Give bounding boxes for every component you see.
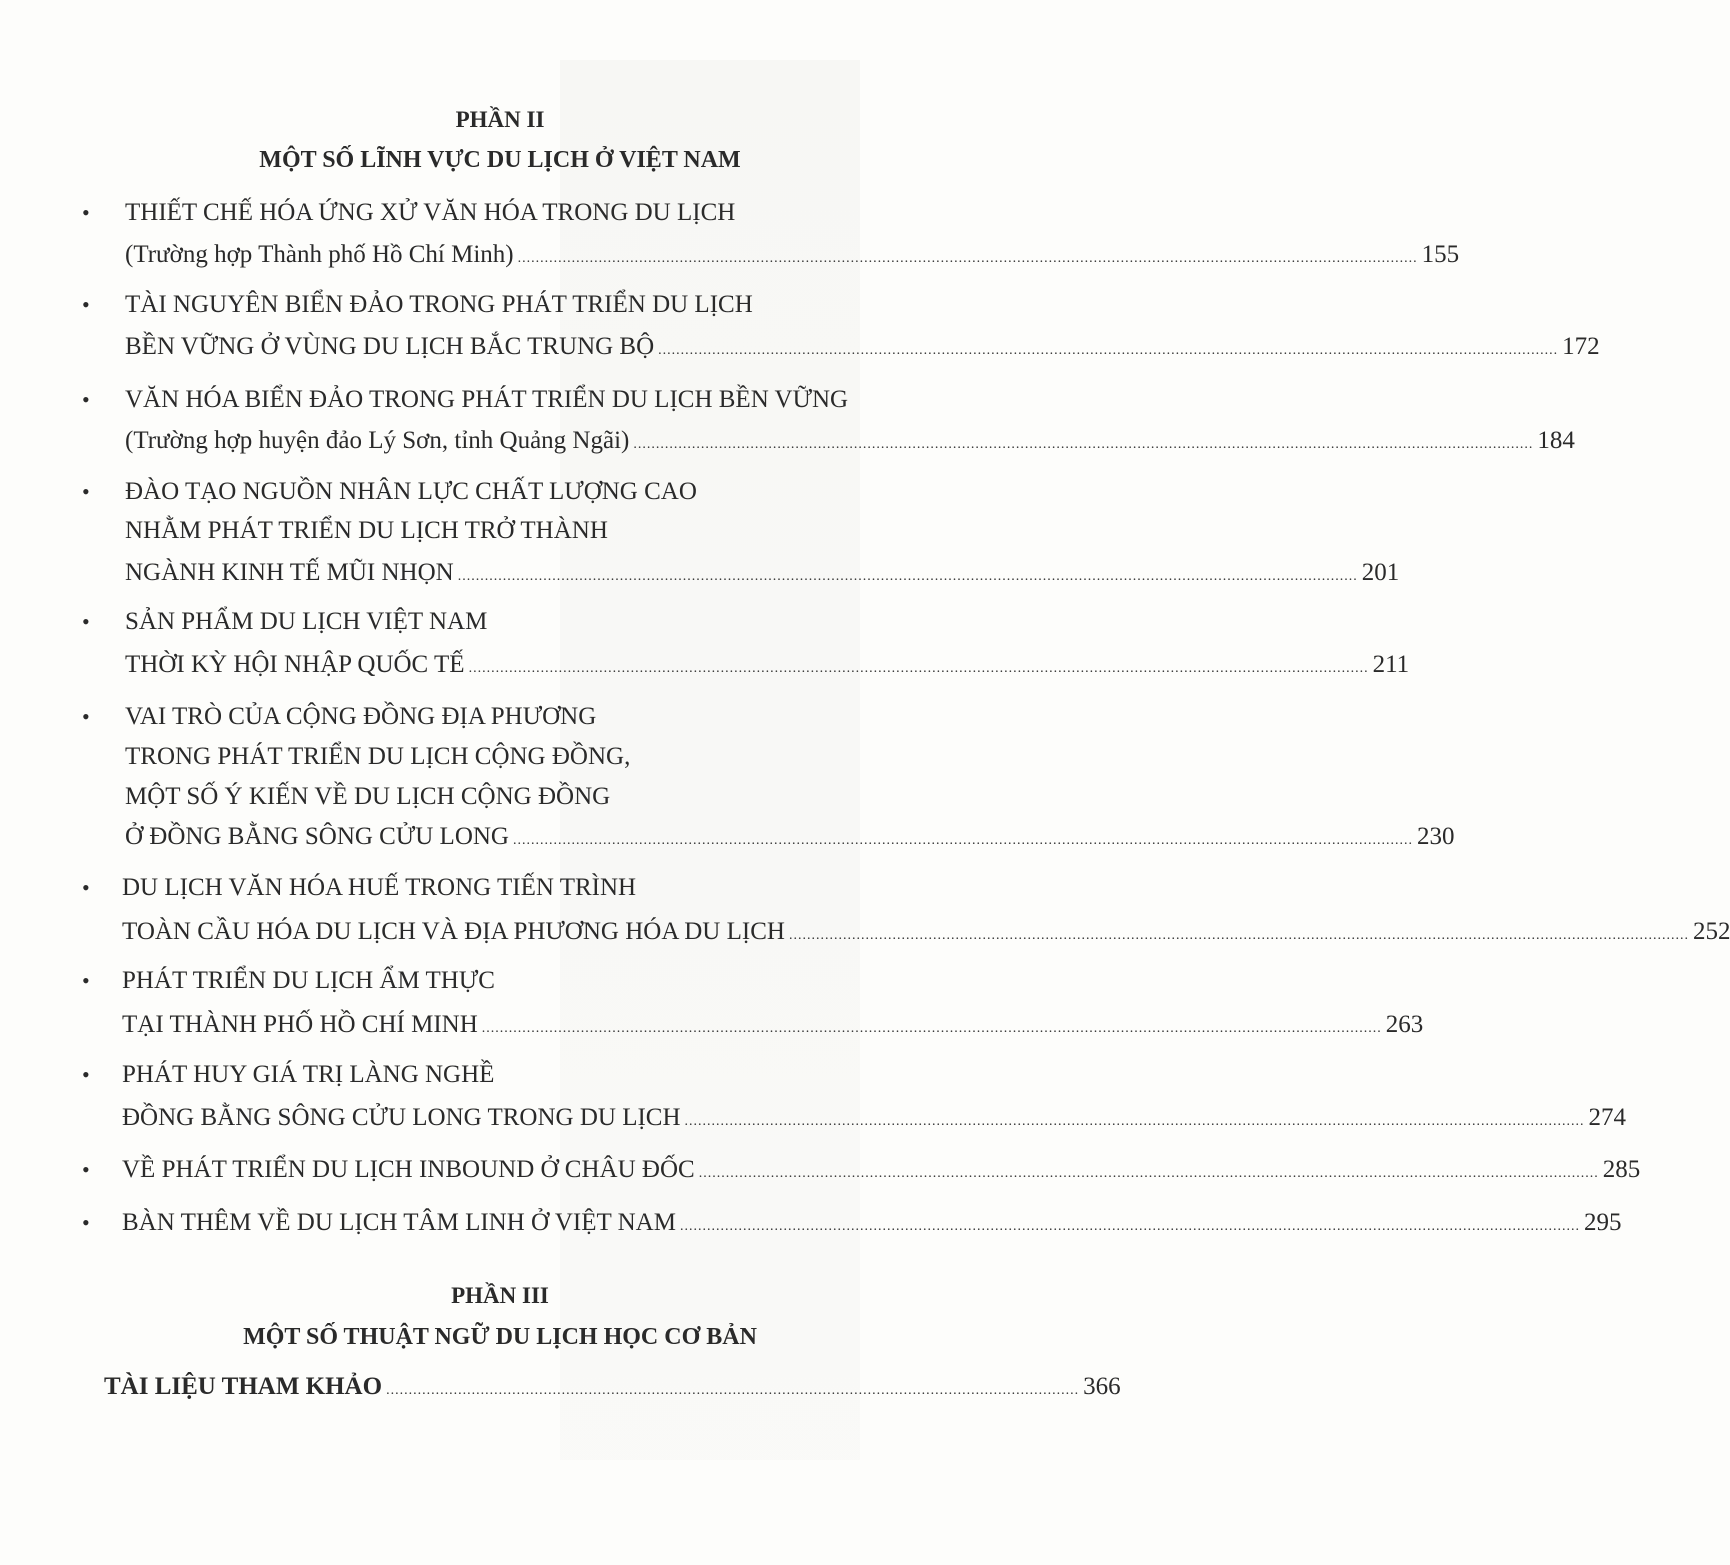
entry-line bbox=[122, 1154, 1641, 1186]
dot-leader: .......................................................................................................................................................... bbox=[386, 1383, 1080, 1398]
entry-title: BỀN VỮNG Ở VÙNG DU LỊCH BẮC TRUNG BỘ bbox=[125, 333, 655, 360]
entry-line bbox=[125, 821, 1455, 853]
entry-title: DU LỊCH VĂN HÓA HUẾ TRONG TIẾN TRÌNH bbox=[122, 874, 637, 901]
dot-leader: ........................................................................................................................................................................................................ bbox=[788, 928, 1689, 943]
entry-title: TÀI NGUYÊN BIỂN ĐẢO TRONG PHÁT TRIỂN DU LỊCH bbox=[125, 291, 753, 318]
bullet-icon: • bbox=[82, 609, 90, 634]
entry-title: VỀ PHÁT TRIỂN DU LỊCH INBOUND Ở CHÂU ĐỐC bbox=[122, 1156, 695, 1183]
dot-leader: ........................................................................................................................................................................................................ bbox=[512, 833, 1413, 848]
bullet-icon: • bbox=[82, 292, 90, 317]
entry-line bbox=[122, 1059, 494, 1091]
bullet-icon: • bbox=[82, 387, 90, 412]
page-number: 274 bbox=[1588, 1104, 1627, 1131]
page-number: 285 bbox=[1602, 1156, 1641, 1183]
entry-line bbox=[125, 331, 1600, 363]
entry-line bbox=[125, 606, 487, 638]
entry-title: (Trường hợp Thành phố Hồ Chí Minh) bbox=[125, 241, 514, 268]
part3-label: PHẦN III bbox=[451, 1283, 549, 1308]
bullet-icon: • bbox=[82, 200, 90, 225]
bullet-icon: • bbox=[82, 479, 90, 504]
part3-title: MỘT SỐ THUẬT NGỮ DU LỊCH HỌC CƠ BẢN bbox=[243, 1324, 757, 1350]
entry-line bbox=[122, 1207, 1622, 1239]
entry-title: PHÁT HUY GIÁ TRỊ LÀNG NGHỀ bbox=[122, 1061, 495, 1088]
dot-leader: ........................................................................................................................................................................................................ bbox=[684, 1114, 1585, 1129]
entry-line bbox=[125, 701, 596, 733]
entry-line bbox=[125, 289, 753, 321]
entry-title: NHẰM PHÁT TRIỂN DU LỊCH TRỞ THÀNH bbox=[125, 517, 608, 544]
part2-title: MỘT SỐ LĨNH VỰC DU LỊCH Ở VIỆT NAM bbox=[259, 147, 741, 173]
bullet-icon: • bbox=[82, 968, 90, 993]
entry-line bbox=[125, 476, 697, 508]
entry-title: TÀI LIỆU THAM KHẢO bbox=[104, 1373, 383, 1400]
dot-leader: ........................................................................................................................................................................................................ bbox=[698, 1166, 1599, 1181]
dot-leader: ........................................................................................................................................................................................................ bbox=[658, 343, 1559, 358]
entry-line bbox=[125, 515, 608, 547]
page-number: 201 bbox=[1361, 559, 1400, 586]
page-number: 366 bbox=[1083, 1373, 1121, 1400]
page-number: 172 bbox=[1562, 333, 1600, 360]
entry-title: BÀN THÊM VỀ DU LỊCH TÂM LINH Ở VIỆT NAM bbox=[122, 1209, 676, 1236]
entry-title: NGÀNH KINH TẾ MŨI NHỌN bbox=[125, 559, 454, 586]
entry-line bbox=[122, 1009, 1424, 1041]
bullet-icon: • bbox=[82, 1062, 90, 1087]
entry-line bbox=[122, 965, 495, 997]
entry-line bbox=[125, 239, 1460, 271]
part2-label: PHẦN II bbox=[455, 107, 545, 132]
bullet-icon: • bbox=[82, 875, 90, 900]
entry-line bbox=[122, 916, 1730, 948]
page-number: 263 bbox=[1385, 1011, 1424, 1038]
entry-title: ĐÀO TẠO NGUỒN NHÂN LỰC CHẤT LƯỢNG CAO bbox=[125, 478, 697, 505]
page-number: 184 bbox=[1537, 427, 1575, 454]
entry-title: TẠI THÀNH PHỐ HỒ CHÍ MINH bbox=[122, 1011, 478, 1038]
dot-leader: ........................................................................................................................................................................................................ bbox=[457, 569, 1358, 584]
entry-line bbox=[125, 384, 848, 416]
entry-title: VAI TRÒ CỦA CỘNG ĐỒNG ĐỊA PHƯƠNG bbox=[125, 703, 597, 730]
entry-title: PHÁT TRIỂN DU LỊCH ẨM THỰC bbox=[122, 967, 495, 994]
entry-title: SẢN PHẨM DU LỊCH VIỆT NAM bbox=[125, 608, 488, 635]
entry-title: TOÀN CẦU HÓA DU LỊCH VÀ ĐỊA PHƯƠNG HÓA DU LỊCH bbox=[122, 918, 785, 945]
entry-line bbox=[122, 872, 636, 904]
page-number: 155 bbox=[1421, 241, 1460, 268]
dot-leader: ........................................................................................................................................................................................................ bbox=[468, 661, 1369, 676]
bullet-icon: • bbox=[82, 704, 90, 729]
entry-title: TRONG PHÁT TRIỂN DU LỊCH CỘNG ĐỒNG, bbox=[125, 743, 631, 770]
entry-line bbox=[125, 781, 610, 813]
dot-leader: ........................................................................................................................................................................................................ bbox=[517, 251, 1418, 266]
page-number: 295 bbox=[1583, 1209, 1622, 1236]
entry-line bbox=[125, 741, 630, 773]
entry-title: THỜI KỲ HỘI NHẬP QUỐC TẾ bbox=[125, 651, 465, 678]
entry-title: ĐỒNG BẰNG SÔNG CỬU LONG TRONG DU LỊCH bbox=[122, 1104, 681, 1131]
page-number: 211 bbox=[1372, 651, 1410, 678]
dot-leader: ........................................................................................................................................................................................................ bbox=[481, 1021, 1382, 1036]
dot-leader: ........................................................................................................................................................................................................ bbox=[679, 1219, 1580, 1234]
entry-title: Ở ĐỒNG BẰNG SÔNG CỬU LONG bbox=[125, 823, 509, 850]
dot-leader: ........................................................................................................................................................................................................ bbox=[633, 437, 1534, 452]
bullet-icon: • bbox=[82, 1157, 90, 1182]
page-number: 252 bbox=[1692, 918, 1730, 945]
page-number: 230 bbox=[1416, 823, 1455, 850]
toc-entry-references[interactable] bbox=[104, 1371, 1121, 1403]
entry-line bbox=[125, 649, 1410, 681]
entry-line bbox=[125, 425, 1575, 457]
entry-line bbox=[125, 197, 735, 229]
entry-title: (Trường hợp huyện đảo Lý Sơn, tỉnh Quảng Ngãi) bbox=[125, 427, 630, 454]
entry-line bbox=[122, 1102, 1627, 1134]
entry-title: THIẾT CHẾ HÓA ỨNG XỬ VĂN HÓA TRONG DU LỊCH bbox=[125, 199, 736, 226]
entry-title: VĂN HÓA BIỂN ĐẢO TRONG PHÁT TRIỂN DU LỊCH BỀN VỮNG bbox=[125, 386, 849, 413]
entry-title: MỘT SỐ Ý KIẾN VỀ DU LỊCH CỘNG ĐỒNG bbox=[125, 783, 611, 810]
entry-line bbox=[125, 557, 1400, 589]
bullet-icon: • bbox=[82, 1210, 90, 1235]
